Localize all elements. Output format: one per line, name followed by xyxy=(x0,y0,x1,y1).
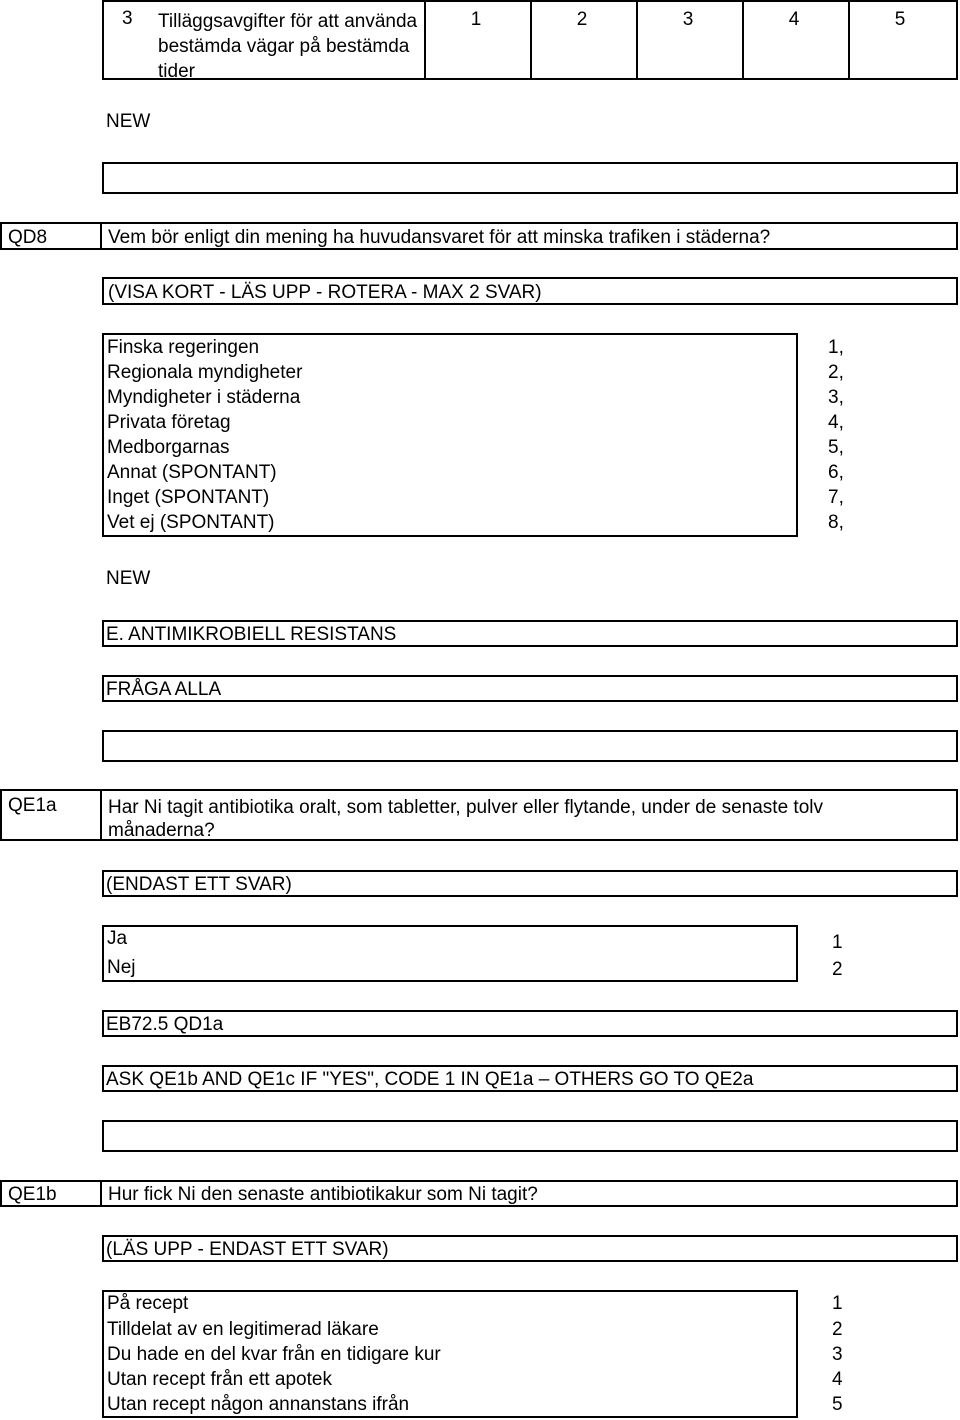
q3-scale-value[interactable]: 1 xyxy=(470,9,482,30)
qe1b-option-label[interactable]: Tilldelat av en legitimerad läkare xyxy=(107,1319,379,1340)
q3-scale-divider xyxy=(424,2,426,78)
section-title-box xyxy=(102,620,958,647)
empty-box xyxy=(102,162,958,194)
qd8-option-label[interactable]: Annat (SPONTANT) xyxy=(107,462,277,483)
empty-box xyxy=(102,1120,958,1152)
qd8-question-box xyxy=(100,222,958,250)
qe1a-option-code: 1 xyxy=(832,932,843,953)
qd8-option-code: 6, xyxy=(828,462,844,483)
qe1b-question: Hur fick Ni den senaste antibiotikakur som Ni tagit? xyxy=(108,1184,538,1205)
empty-box xyxy=(102,730,958,762)
qe1a-source-box xyxy=(102,1010,958,1037)
q3-row xyxy=(102,0,958,80)
qe1b-option-code: 1 xyxy=(832,1293,843,1314)
qd8-id: QD8 xyxy=(8,227,48,248)
qe1b-id-box xyxy=(0,1180,102,1207)
qd8-option-code: 7, xyxy=(828,487,844,508)
qd8-option-code: 1, xyxy=(828,337,844,358)
qe1b-option-label[interactable]: Utan recept någon annanstans ifrån xyxy=(107,1394,410,1415)
q3-text: Tilläggsavgifter för att använda bestämda vägar på bestämda tider xyxy=(158,11,418,82)
qd8-id-box xyxy=(0,222,102,250)
ask-all-box xyxy=(102,675,958,702)
new-label: NEW xyxy=(106,111,151,132)
new-label: NEW xyxy=(106,568,151,589)
qd8-option-code: 5, xyxy=(828,437,844,458)
q3-scale-value[interactable]: 4 xyxy=(788,9,800,30)
qe1a-instruction: (ENDAST ETT SVAR) xyxy=(106,874,292,895)
q3-scale-value[interactable]: 3 xyxy=(682,9,694,30)
qe1b-option-label[interactable]: På recept xyxy=(107,1293,189,1314)
qd8-instruction: (VISA KORT - LÄS UPP - ROTERA - MAX 2 SVAR) xyxy=(108,282,542,303)
qe1a-source: EB72.5 QD1a xyxy=(106,1014,224,1035)
qe1b-option-code: 5 xyxy=(832,1394,843,1415)
qd8-option-code: 4, xyxy=(828,412,844,433)
qe1a-option-label[interactable]: Ja xyxy=(107,928,128,949)
qd8-option-label[interactable]: Medborgarnas xyxy=(107,437,230,458)
q3-scale-divider xyxy=(636,2,638,78)
qe1b-option-code: 3 xyxy=(832,1344,843,1365)
qd8-option-label[interactable]: Regionala myndigheter xyxy=(107,362,303,383)
qd8-option-code: 8, xyxy=(828,512,844,533)
qd8-option-label[interactable]: Finska regeringen xyxy=(107,337,260,358)
qe1b-id: QE1b xyxy=(8,1184,57,1205)
qe1a-option-label[interactable]: Nej xyxy=(107,957,136,978)
section-title: E. ANTIMIKROBIELL RESISTANS xyxy=(106,624,397,645)
qe1a-option-code: 2 xyxy=(832,959,843,980)
q3-scale-divider xyxy=(742,2,744,78)
qd8-question: Vem bör enligt din mening ha huvudansvaret för att minska trafiken i städerna? xyxy=(108,227,771,248)
qe1a-filter: ASK QE1b AND QE1c IF "YES", CODE 1 IN QE1a – OTHERS GO TO QE2a xyxy=(106,1069,754,1090)
q3-scale-divider xyxy=(848,2,850,78)
qe1b-option-label[interactable]: Utan recept från ett apotek xyxy=(107,1369,332,1390)
q3-scale-value[interactable]: 5 xyxy=(894,9,906,30)
qd8-option-code: 2, xyxy=(828,362,844,383)
qe1a-instruction-box xyxy=(102,870,958,897)
qd8-instruction-box xyxy=(102,277,958,305)
qd8-option-label[interactable]: Vet ej (SPONTANT) xyxy=(107,512,275,533)
qe1b-instruction: (LÄS UPP - ENDAST ETT SVAR) xyxy=(106,1239,389,1260)
q3-scale-value[interactable]: 2 xyxy=(576,9,588,30)
qe1b-option-label[interactable]: Du hade en del kvar från en tidigare kur xyxy=(107,1344,441,1365)
qd8-option-label[interactable]: Inget (SPONTANT) xyxy=(107,487,270,508)
qe1a-id: QE1a xyxy=(8,795,57,816)
qe1b-option-code: 4 xyxy=(832,1369,843,1390)
qd8-option-label[interactable]: Privata företag xyxy=(107,412,231,433)
qe1b-option-code: 2 xyxy=(832,1319,843,1340)
qe1a-question: Har Ni tagit antibiotika oralt, som tabletter, pulver eller flytande, under de senaste tolv månaderna? xyxy=(108,797,823,841)
qe1b-question-box xyxy=(100,1180,958,1207)
qe1a-filter-box xyxy=(102,1065,958,1092)
qe1a-options-box xyxy=(102,925,798,982)
ask-all-label: FRÅGA ALLA xyxy=(106,679,222,700)
qe1b-instruction-box xyxy=(102,1235,958,1262)
qd8-option-label[interactable]: Myndigheter i städerna xyxy=(107,387,301,408)
qe1a-question-box xyxy=(100,789,958,841)
q3-scale-divider xyxy=(530,2,532,78)
qe1a-id-box xyxy=(0,789,102,841)
q3-number: 3 xyxy=(122,8,133,29)
qd8-option-code: 3, xyxy=(828,387,844,408)
